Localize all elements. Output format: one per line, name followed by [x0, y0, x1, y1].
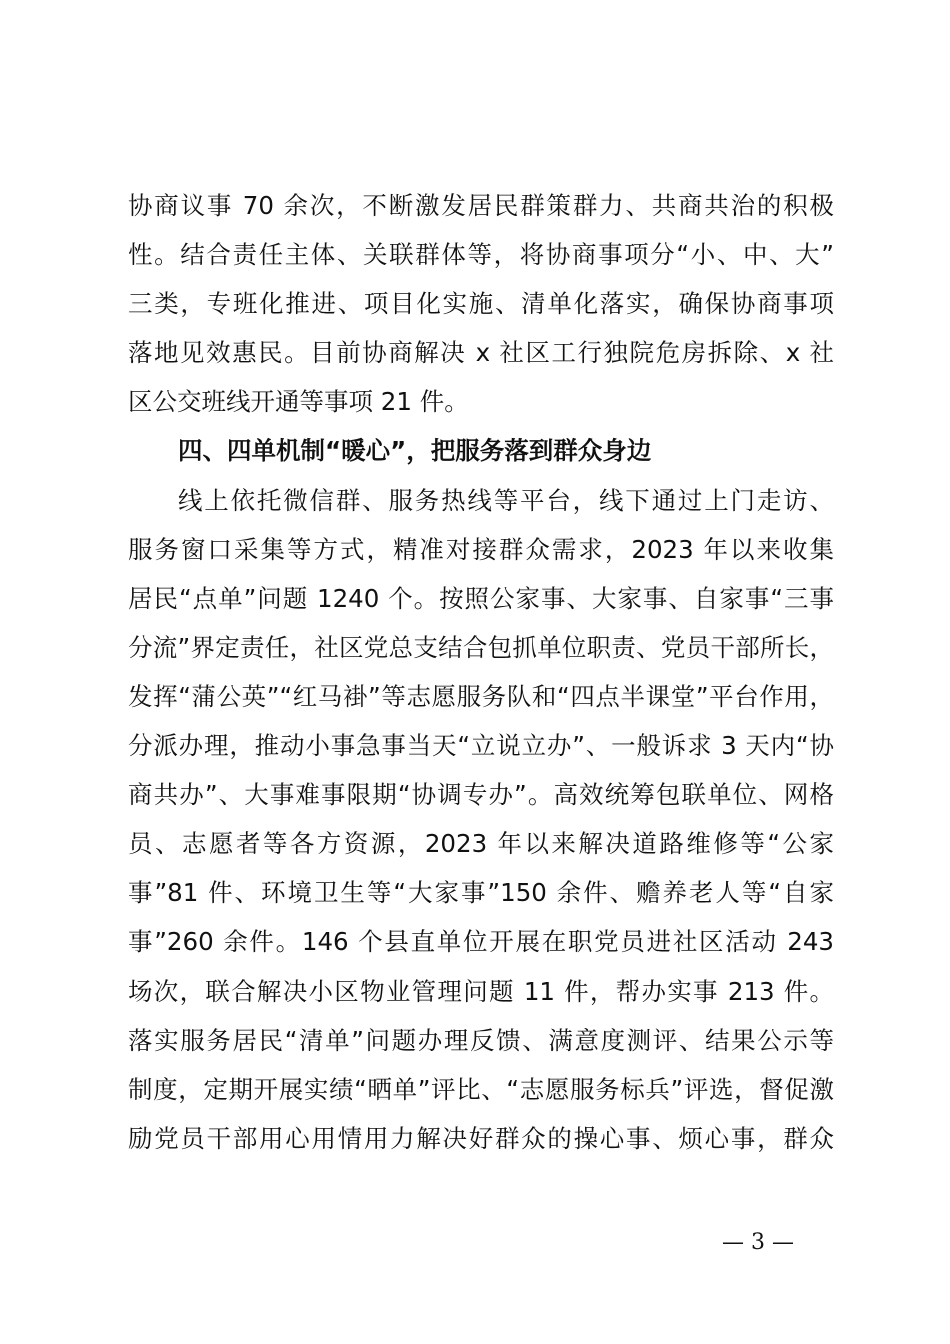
text-line: 励党员干部用心用情用力解决好群众的操心事、烦心事，群众: [128, 1123, 834, 1153]
text-line: 分流”界定责任，社区党总支结合包抓单位职责、党员干部所长，: [128, 632, 834, 662]
text-line: 落实服务居民“清单”问题办理反馈、满意度测评、结果公示等: [128, 1025, 834, 1055]
text-line: 商共办”、大事难事限期“协调专办”。高效统筹包联单位、网格: [128, 780, 834, 810]
text-line: 事”260 余件。146 个县直单位开展在职党员进社区活动 243: [128, 927, 834, 957]
text-line: 性。结合责任主体、关联群体等，将协商事项分“小、中、大”: [128, 240, 834, 270]
text-line: 制度，定期开展实绩“晒单”评比、“志愿服务标兵”评选，督促激: [128, 1074, 834, 1104]
text-line: 线上依托微信群、服务热线等平台，线下通过上门走访、: [178, 485, 834, 515]
text-line: 居民“点单”问题 1240 个。按照公家事、大家事、自家事“三事: [128, 583, 834, 613]
text-line: 区公交班线开通等事项 21 件。: [128, 387, 469, 417]
text-line: 场次，联合解决小区物业管理问题 11 件，帮办实事 213 件。: [128, 976, 834, 1006]
body-text: [128, 181, 834, 1163]
text-line: 服务窗口采集等方式，精准对接群众需求，2023 年以来收集: [128, 534, 834, 564]
page-number: — 3 —: [722, 1230, 794, 1255]
text-line: 事”81 件、环境卫生等“大家事”150 余件、赡养老人等“自家: [128, 878, 834, 908]
section-heading: 四、四单机制“暖心”，把服务落到群众身边: [178, 436, 652, 466]
text-line: 分派办理，推动小事急事当天“立说立办”、一般诉求 3 天内“协: [128, 731, 834, 761]
text-line: 发挥“蒲公英”“红马褂”等志愿服务队和“四点半课堂”平台作用，: [128, 681, 834, 711]
text-line: 协商议事 70 余次，不断激发居民群策群力、共商共治的积极: [128, 191, 834, 220]
text-line: 三类，专班化推进、项目化实施、清单化落实，确保协商事项: [128, 289, 834, 319]
text-line: 落地见效惠民。目前协商解决 x 社区工行独院危房拆除、x 社: [128, 338, 834, 368]
text-line: 员、志愿者等各方资源，2023 年以来解决道路维修等“公家: [128, 829, 834, 859]
